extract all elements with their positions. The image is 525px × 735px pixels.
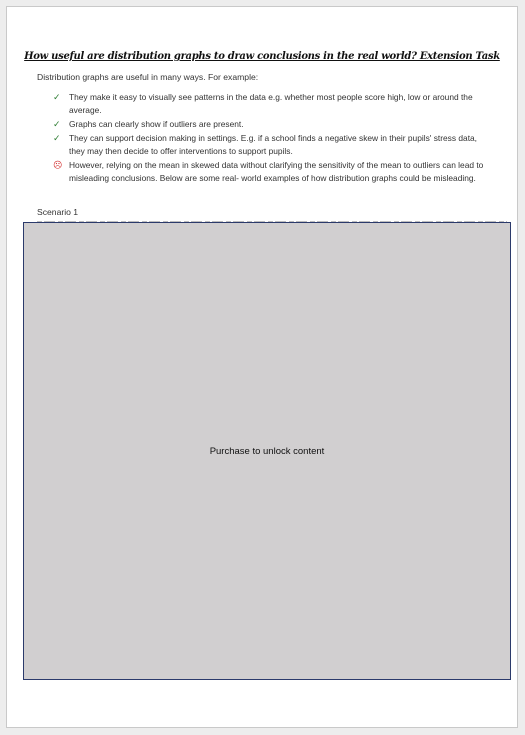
list-item-text: However, relying on the mean in skewed data without clarifying the sensitivity of the mean to outliers can lead to misleading conclusions. Below are some real- world examples of how distribution graphs could be misleading. <box>69 160 484 183</box>
scenario-heading: Scenario 1 <box>37 207 79 217</box>
benefits-list <box>53 91 493 186</box>
sad-face-icon: ☹ <box>53 160 63 170</box>
list-item <box>53 159 493 185</box>
purchase-label[interactable]: Purchase to unlock content <box>209 445 325 457</box>
check-icon: ✓ <box>53 92 61 102</box>
check-icon: ✓ <box>53 133 61 143</box>
list-item-text: Graphs can clearly show if outliers are present. <box>69 119 244 129</box>
list-item <box>53 132 493 158</box>
paywall-overlay[interactable] <box>23 222 511 680</box>
list-item-text: They make it easy to visually see patterns in the data e.g. whether most people score high, low or around the average. <box>69 92 473 115</box>
document-page <box>6 6 518 728</box>
list-item-text: They can support decision making in settings. E.g. if a school finds a negative skew in their pupils' stress data, they may then decide to offer interventions to support pupils. <box>69 133 477 156</box>
list-item <box>53 91 493 117</box>
list-item <box>53 118 493 131</box>
check-icon: ✓ <box>53 119 61 129</box>
document-title: How useful are distribution graphs to draw conclusions in the real world? Extension Task <box>24 51 500 62</box>
intro-text: Distribution graphs are useful in many ways. For example: <box>37 72 259 82</box>
